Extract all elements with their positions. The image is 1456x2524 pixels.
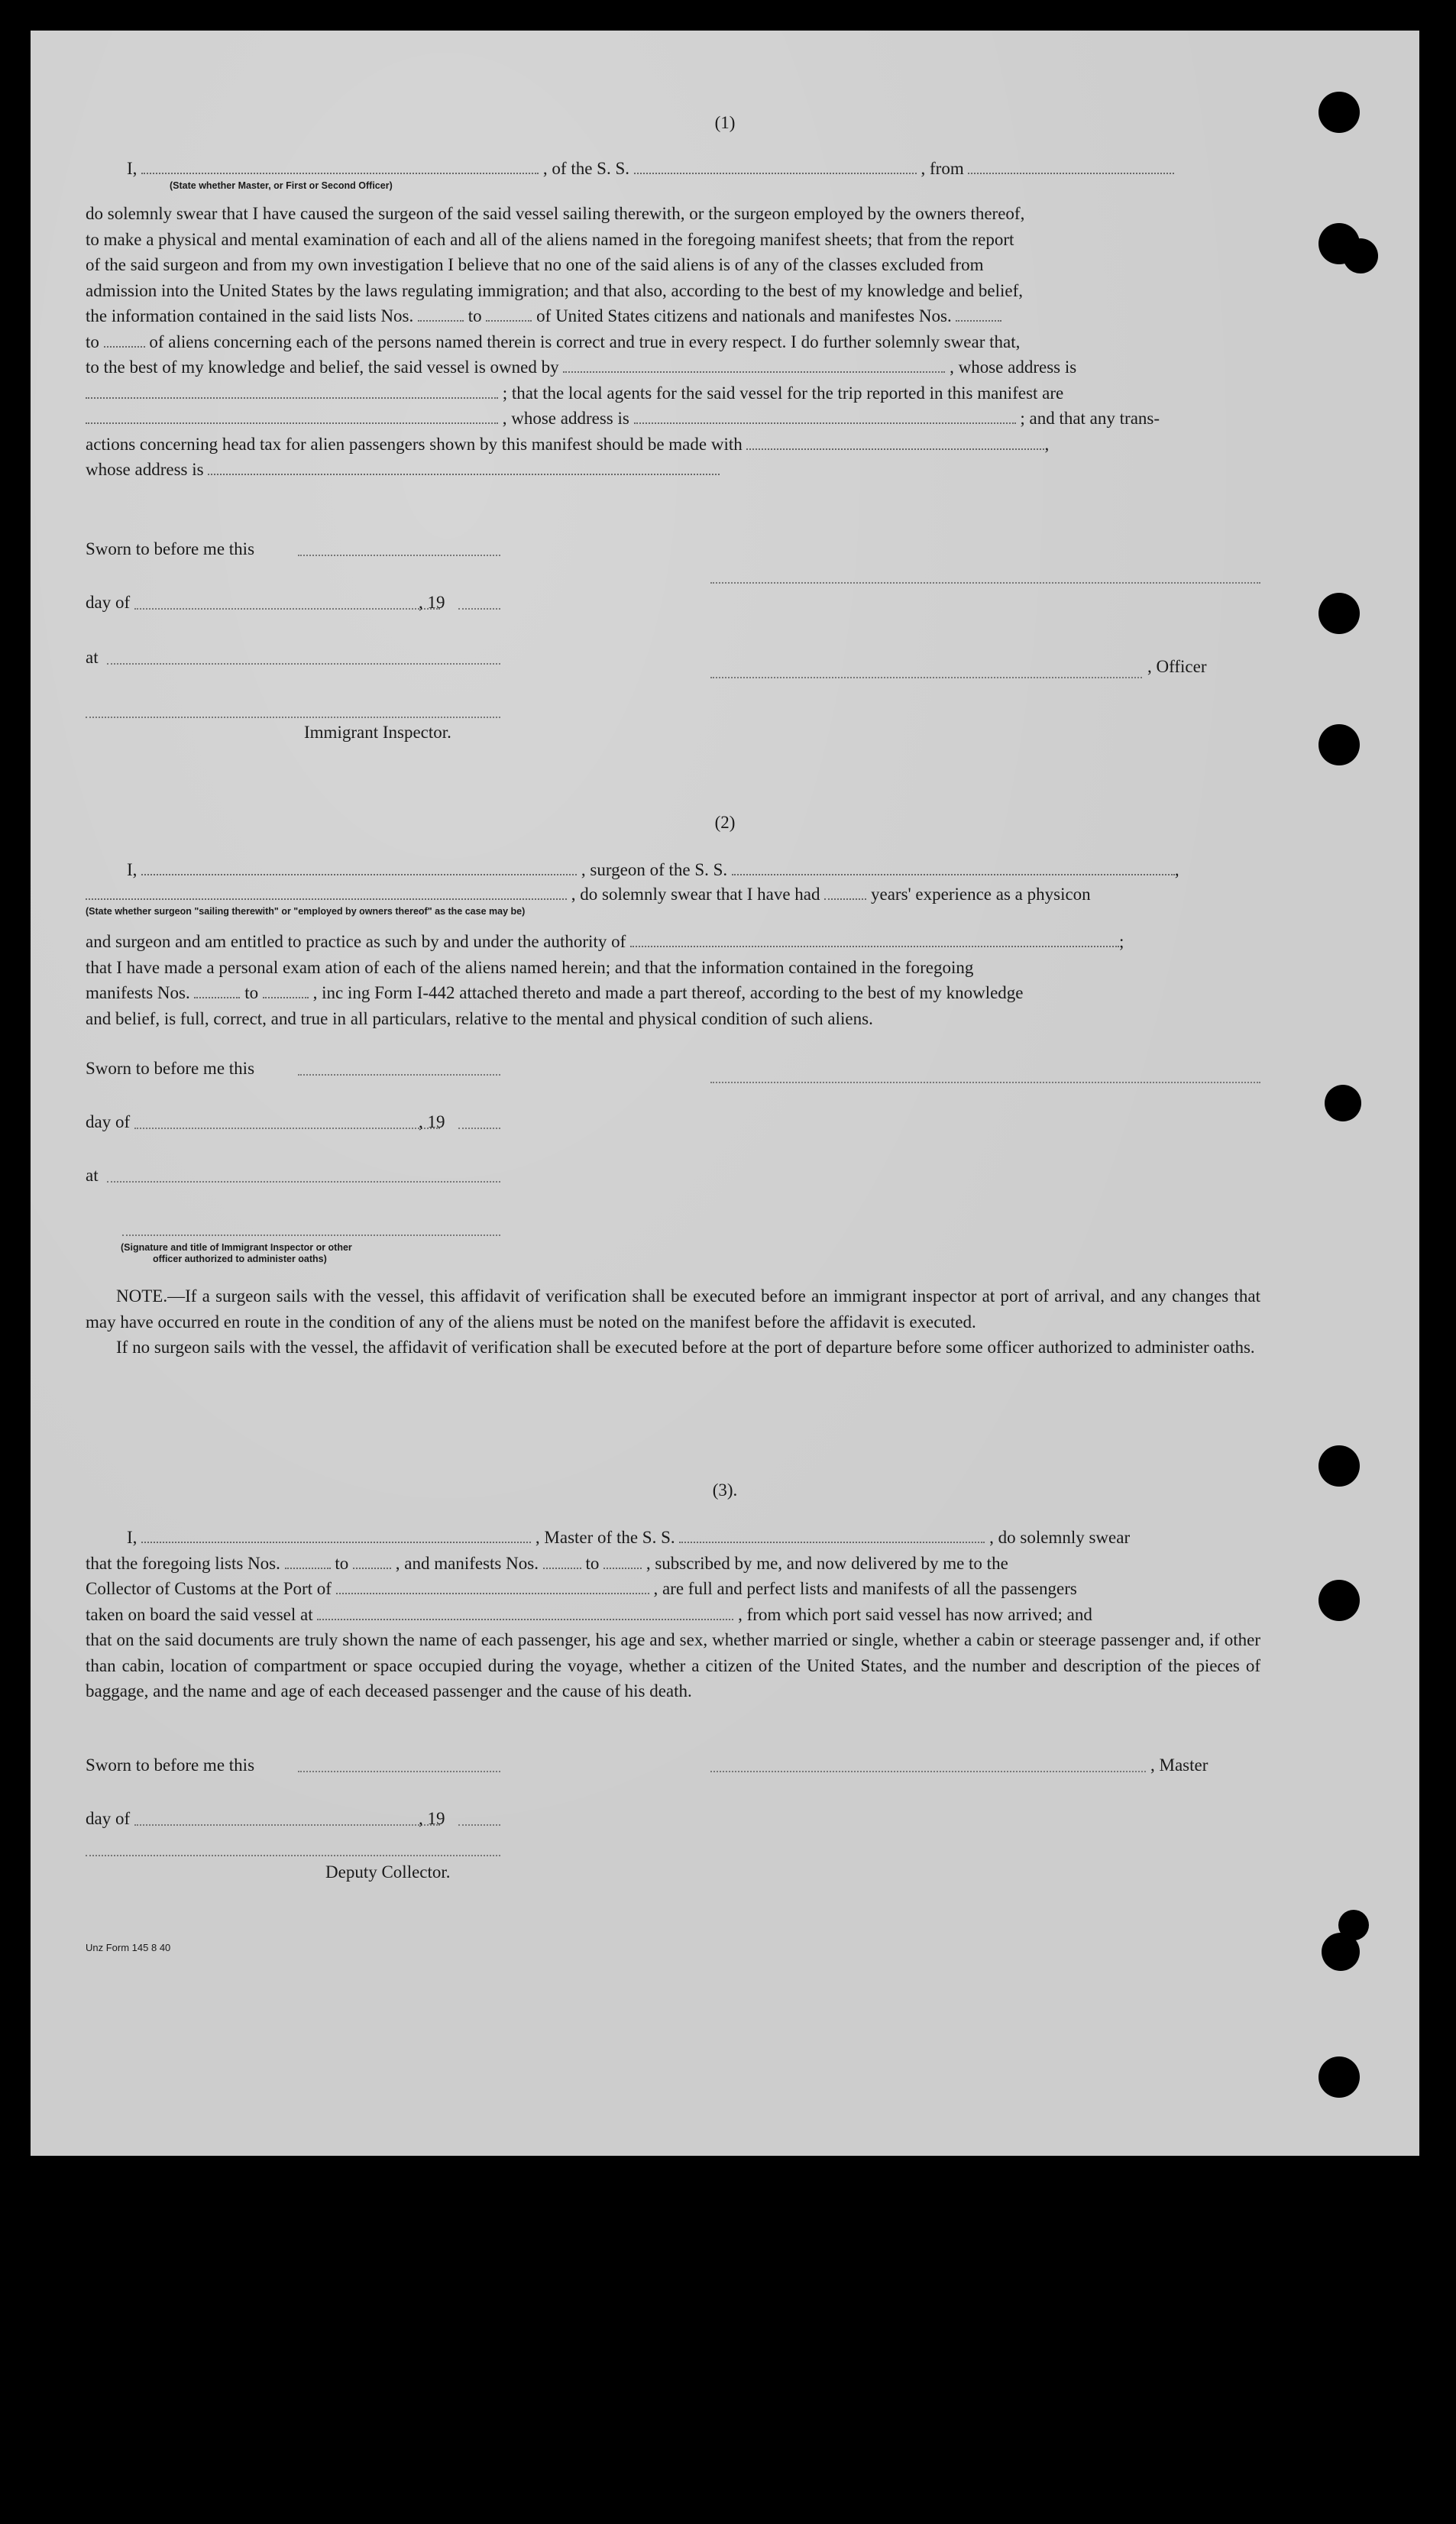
s3-text: Collector of Customs at the Port of xyxy=(86,1579,332,1598)
s1-ss: , of the S. S. xyxy=(542,159,630,178)
s1-at: at xyxy=(86,648,99,667)
s1-from: , from xyxy=(921,159,964,178)
day-blank[interactable] xyxy=(134,608,440,610)
officer-blank[interactable] xyxy=(710,677,1142,678)
s2-at-blank[interactable] xyxy=(107,1181,500,1183)
s3-text: , from which port said vessel has now arrived; and xyxy=(738,1604,1092,1624)
s3-manifests-to-blank[interactable] xyxy=(603,1554,642,1569)
s1-line: ; that the local agents for the said vessel for the trip reported in this manifest are xyxy=(502,383,1064,403)
s2-manifests-from-blank[interactable] xyxy=(194,983,240,998)
s3-to: to xyxy=(335,1553,349,1573)
note-paragraph: If no surgeon sails with the vessel, the affidavit of verification shall be executed before at the port of departure before some officer authorized to administer oaths. xyxy=(116,1338,1255,1357)
form-page: (1) I, , of the S. S. , from (State whether Master, or First or Second Officer) do solemnly swear that I have caused the surgeon of the said vessel sailing therewith, or the surgeon employed by the owners thereof, to make a physical and mental examination of each and all of the aliens named in the foregoing manifest sheets; that from the report of the said surgeon and from my own investigation I believe that no one of the said aliens is of any of the classes excluded from admission into the United States by the laws regulating immigration; and that also, according to the best of my knowledge and belief, the information contained in the said lists Nos. to of United States citizens and nationals and manifestes Nos. to of aliens concerning each of the persons named therein is correct and true in every respect. I do further solemnly swear that, to the best of my knowledge and belief, the said vessel is owned by , whose address is ; that the local agents for the said vessel for the trip reported in this manifest are , whose address is ; and that any trans- actions concerning head tax for alien passengers shown by this manifest should be made with , whose address is Sworn to before me this day of , 19 at , Officer Immigrant Inspector. (2) I, , surgeon of the S. S. , , do solemnly swear that I have had years' experience as a physicon (State whether surgeon "sailing therewith" or "employed by owners thereof" as the case may be) and surgeon and am entitled to practice as such by and under the authority of ; that I have made a personal exam ation of each of the aliens named herein; and that the information contained in the foregoing manifests Nos. to , inc ing Form I-442 attached thereto and made a part thereof, according to the best of my knowledge and belief, is full, correct, and true in all particulars, relative to the mental and physical condition of such aliens. Sworn to before me this day of , 19 at (Signature and title of Immigrant Inspector or other officer authorized to administer oaths) NOTE.—If a surgeon sails with the vessel, this affidavit of verification shall be executed before an immigrant inspector at port of arrival, and any changes that may have occurred en route in the condition of any of the aliens must be noted on the manifest before the affidavit is executed. If no surgeon sails with the vessel, the affidavit of verification shall be executed before at the port of departure before some officer authorized to administer oaths. (3). I, , Master of the S. S. , do solemnly swear that the foregoing lists Nos. to , and manifests Nos. to , subscribed by me, and now delivered by me to the Collector of Customs at the Port of , are full and perfect lists and manifests of all the passengers taken on board the said vessel at , from which port said vessel has now arrived; and that on the said documents are truly shown the name of each passenger, his age and sex, whether married or single, whether a cabin or steerage passenger and, if other than cabin, location of compartment or space occupied during the voyage, whether a citizen of the United States, and the number and description of the pieces of baggage, and the name and age of each deceased passenger and the cause of his death. Sworn to before me this , Master day of , 19 Deputy Collector. Unz Form 145 8 40 xyxy=(31,31,1419,2156)
s3-deputy-signature-blank[interactable] xyxy=(86,1855,500,1856)
authority-blank[interactable] xyxy=(630,932,1119,947)
s1-officer: , Officer xyxy=(1147,657,1207,676)
section-3-number: (3). xyxy=(712,1480,738,1500)
punch-hole xyxy=(1338,1910,1369,1940)
s1-to: to xyxy=(468,306,482,325)
s2-text: and belief, is full, correct, and true in all particulars, relative to the mental and physical condition of such aliens. xyxy=(86,1008,873,1028)
agents-blank[interactable] xyxy=(86,409,498,424)
s3-text: , subscribed by me, and now delivered by me to the xyxy=(645,1553,1008,1573)
section-2-number: (2) xyxy=(714,813,736,832)
s2-text: , inc ing Form I-442 attached thereto and made a part thereof, according to the best of my knowledge xyxy=(312,983,1024,1002)
section-3-body xyxy=(86,1525,1260,1704)
s1-i: I, xyxy=(127,159,138,178)
owner-blank[interactable] xyxy=(563,358,945,373)
inspector-signature-blank[interactable] xyxy=(86,717,500,718)
s1-19: , 19 xyxy=(419,593,445,612)
s3-sworn-blank[interactable] xyxy=(298,1771,500,1772)
punch-hole xyxy=(1318,724,1360,765)
signature-blank[interactable] xyxy=(710,582,1260,584)
s1-line: , whose address is xyxy=(502,409,629,428)
s2-day-blank[interactable] xyxy=(134,1128,440,1129)
s2-surgeon-note: (State whether surgeon "sailing therewith" or "employed by owners thereof" as the case may be) xyxy=(86,906,526,917)
s1-line: of the said surgeon and from my own investigation I believe that no one of the said aliens is of any of the classes excluded from xyxy=(86,255,984,274)
s3-19: , 19 xyxy=(419,1809,445,1828)
s1-line: whose address is xyxy=(86,460,204,479)
punch-hole xyxy=(1318,2056,1360,2098)
s1-to: to xyxy=(86,332,99,351)
s3-text: that the foregoing lists Nos. xyxy=(86,1553,280,1573)
section-2-notes xyxy=(86,1283,1260,1361)
s2-year-blank[interactable] xyxy=(458,1128,500,1129)
s1-line: to the best of my knowledge and belief, the said vessel is owned by xyxy=(86,358,559,377)
punch-hole xyxy=(1325,1085,1361,1121)
section-1-body: do solemnly swear that I have caused the surgeon of the said vessel sailing therewith, or the surgeon employed by the owners thereof, to make a physical and mental examination of each and all of the aliens named in the foregoing manifest sheets; that from the report of the said surgeon and from my own investigation I believe that no one of the said aliens is of any of the classes excluded from admission into the United States by the laws regulating immigration; and that also, according to the best of my knowledge and belief, the information contained in the said lists Nos. to of United States citizens and nationals and manifestes Nos. to of aliens concerning each of the persons named therein is correct and true in every respect. I do further solemnly swear that, to the best of my knowledge and belief, the said vessel is owned by , whose address is ; that the local agents for the said vessel for the trip reported in this manifest are , whose address is ; and that any trans- actions concerning head tax for alien passengers shown by this manifest should be made with , whose address is xyxy=(86,201,1260,483)
lists-from-blank[interactable] xyxy=(418,306,464,322)
s3-day: day of xyxy=(86,1809,131,1828)
s1-line: to make a physical and mental examination of each and all of the aliens named in the foregoing manifest sheets; that from the report xyxy=(86,229,1014,249)
s1-line: of aliens concerning each of the persons named therein is correct and true in every respect. I do further solemnly swear that, xyxy=(149,332,1021,351)
s1-officer-note: (State whether Master, or First or Second Officer) xyxy=(170,180,393,191)
s2-i: I, xyxy=(127,860,138,879)
s2-text: and surgeon and am entitled to practice as such by and under the authority of xyxy=(86,932,626,951)
s2-vessel-blank[interactable] xyxy=(732,860,1175,875)
year-blank[interactable] xyxy=(458,608,500,610)
s3-port-blank[interactable] xyxy=(336,1579,649,1594)
s2-day: day of xyxy=(86,1112,131,1131)
s3-text: , do solemnly swear xyxy=(989,1528,1131,1547)
s1-day: day of xyxy=(86,593,131,612)
s3-vessel-blank[interactable] xyxy=(679,1528,985,1543)
s1-inspector: Immigrant Inspector. xyxy=(304,723,451,742)
head-tax-blank[interactable] xyxy=(746,435,1044,450)
s3-year-blank[interactable] xyxy=(458,1824,500,1826)
s3-deputy: Deputy Collector. xyxy=(325,1862,451,1882)
s2-sworn: Sworn to before me this xyxy=(86,1059,255,1078)
lists-to-blank[interactable] xyxy=(486,306,532,322)
s3-boarding-port-blank[interactable] xyxy=(317,1605,733,1620)
s1-line: do solemnly swear that I have caused the surgeon of the said vessel sailing therewith, or the surgeon employed by the owners thereof, xyxy=(86,204,1025,223)
s3-master-signature-blank[interactable] xyxy=(710,1771,1146,1772)
s3-text: taken on board the said vessel at xyxy=(86,1604,313,1624)
s3-text: , are full and perfect lists and manifests of all the passengers xyxy=(653,1579,1077,1598)
surgeon-status-blank[interactable] xyxy=(86,885,567,900)
s3-lists-from-blank[interactable] xyxy=(285,1554,331,1569)
s2-at: at xyxy=(86,1166,99,1185)
s2-text: that I have made a personal exam ation of each of the aliens named herein; and that the information contained in the foregoing xyxy=(86,957,974,977)
punch-hole xyxy=(1343,238,1378,273)
s3-master-blank[interactable] xyxy=(141,1528,531,1543)
s1-line: actions concerning head tax for alien passengers shown by this manifest should be made with xyxy=(86,434,743,454)
agents-address-blank[interactable] xyxy=(634,409,1016,424)
at-blank[interactable] xyxy=(107,663,500,665)
owner-address-blank[interactable] xyxy=(86,383,498,399)
s1-line: of United States citizens and nationals and manifestes Nos. xyxy=(536,306,952,325)
note-paragraph: NOTE.—If a surgeon sails with the vessel, this affidavit of verification shall be executed before an immigrant inspector at port of arrival, and any changes that may have occurred en route in the condition of any of the aliens must be noted on the manifest before the affidavit is executed. xyxy=(86,1286,1260,1332)
s3-manifests-from-blank[interactable] xyxy=(543,1554,581,1569)
s3-text: , Master of the S. S. xyxy=(535,1528,675,1547)
s2-manifests-to-blank[interactable] xyxy=(263,983,309,998)
s3-lists-to-blank[interactable] xyxy=(353,1554,391,1569)
s2-sig-note-2: officer authorized to administer oaths) xyxy=(153,1254,327,1264)
s1-line: admission into the United States by the laws regulating immigration; and that also, according to the best of my knowledge and belief, xyxy=(86,280,1024,300)
head-tax-address-blank[interactable] xyxy=(208,460,720,475)
vessel-name-blank[interactable] xyxy=(634,159,917,174)
s3-text: , and manifests Nos. xyxy=(395,1553,539,1573)
s2-signature-blank[interactable] xyxy=(710,1082,1260,1083)
s3-i: I, xyxy=(127,1528,138,1547)
s1-line: , whose address is xyxy=(950,358,1077,377)
s3-sworn: Sworn to before me this xyxy=(86,1755,255,1775)
s2-text: manifests Nos. xyxy=(86,983,190,1002)
section-1-number: (1) xyxy=(714,113,736,132)
from-port-blank[interactable] xyxy=(968,159,1174,174)
master-name-blank[interactable] xyxy=(141,159,539,174)
s2-text: , do solemnly swear that I have had xyxy=(571,885,820,904)
s1-sworn: Sworn to before me this xyxy=(86,539,255,558)
sworn-date-blank[interactable] xyxy=(298,555,500,556)
manifests-to-blank[interactable] xyxy=(104,332,145,348)
s2-officer-signature-blank[interactable] xyxy=(122,1234,500,1236)
s2-to: to xyxy=(244,983,259,1002)
s2-sworn-blank[interactable] xyxy=(298,1074,500,1076)
punch-hole xyxy=(1318,593,1360,634)
section-2-body: and surgeon and am entitled to practice as such by and under the authority of ; that I have made a personal exam ation of each of the aliens named herein; and that the information contained in the foregoing manifests Nos. to , inc ing Form I-442 attached thereto and made a part thereof, according to the best of my knowledge and belief, is full, correct, and true in all particulars, relative to the mental and physical condition of such aliens. xyxy=(86,929,1260,1031)
s2-sig-note-1: (Signature and title of Immigrant Inspector or other xyxy=(121,1242,352,1253)
s3-paragraph: that on the said documents are truly shown the name of each passenger, his age and sex, whether married or single, whether a cabin or steerage passenger and, if other than cabin, location of compartment or space occupied during the voyage, whether a citizen of the United States, and the number and description of the pieces of baggage, and the name and age of each deceased passenger and the cause of his death. xyxy=(86,1630,1260,1700)
s2-19: , 19 xyxy=(419,1112,445,1131)
s2-text: years' experience as a physicon xyxy=(871,885,1091,904)
s3-to: to xyxy=(585,1553,600,1573)
years-blank[interactable] xyxy=(824,885,866,900)
manifests-from-blank[interactable] xyxy=(956,306,1001,322)
form-number: Unz Form 145 8 40 xyxy=(86,1942,171,1953)
s2-text: , surgeon of the S. S. xyxy=(581,860,728,879)
s3-master: , Master xyxy=(1150,1755,1208,1775)
s1-line: the information contained in the said lists Nos. xyxy=(86,306,414,325)
s1-line: ; and that any trans- xyxy=(1020,409,1160,428)
surgeon-name-blank[interactable] xyxy=(141,860,577,875)
punch-hole xyxy=(1318,1580,1360,1621)
s3-day-blank[interactable] xyxy=(134,1824,440,1826)
